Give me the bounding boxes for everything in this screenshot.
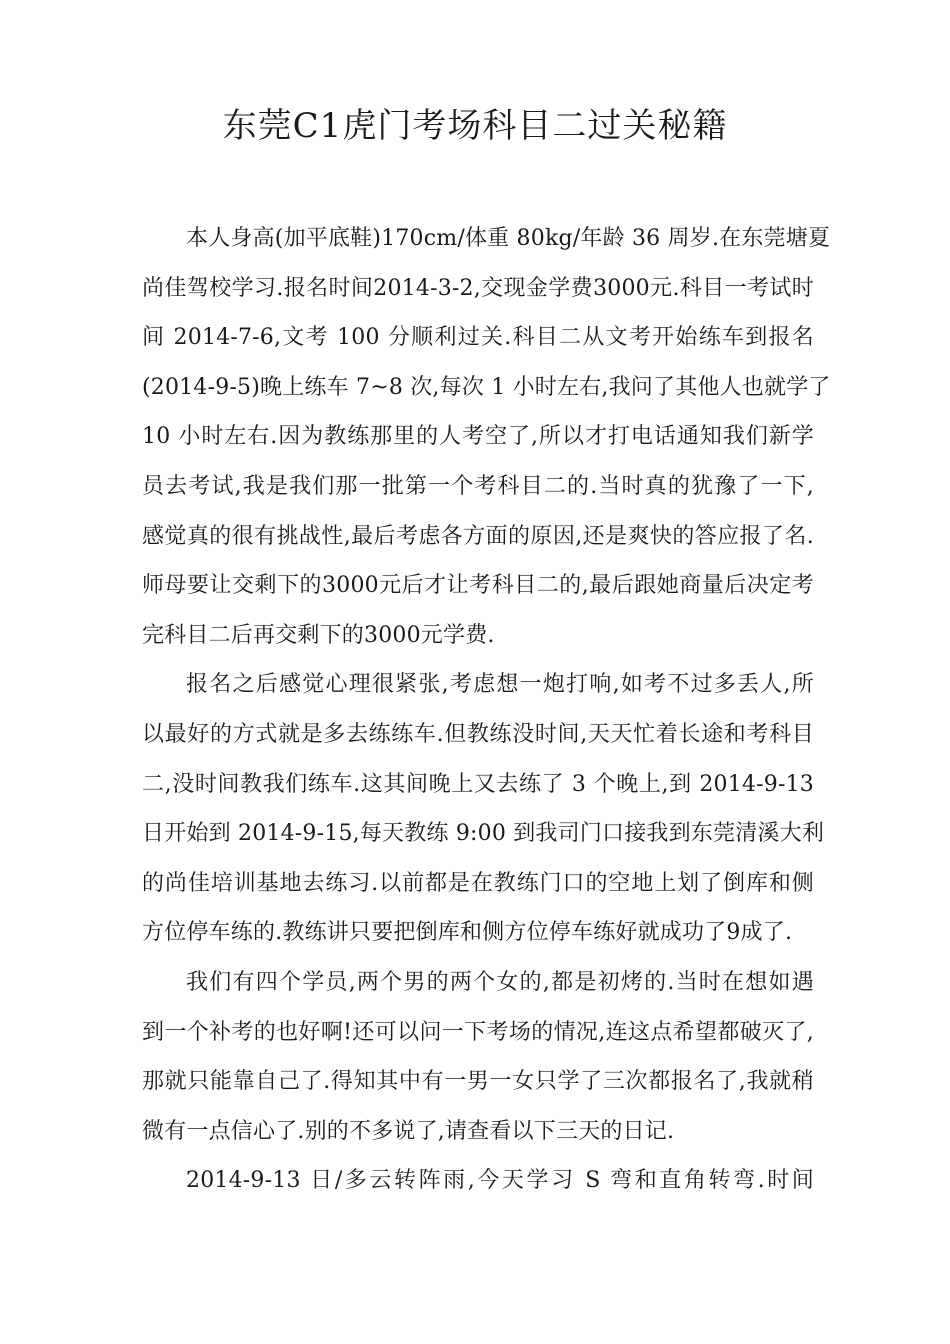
text-line: 我们有四个学员,两个男的两个女的,都是初烤的.当时在想如遇 <box>186 969 814 995</box>
text-line: 那就只能靠自己了.得知其中有一男一女只学了三次都报名了,我就稍 <box>142 1069 814 1095</box>
text-line: 完科目二后再交剩下的3000元学费. <box>142 622 495 648</box>
text-line: 间 2014-7-6,文考 100 分顺利过关.科目二从文考开始练车到报名 <box>142 325 814 351</box>
text-line: 微有一点信心了.别的不多说了,请查看以下三天的日记. <box>142 1118 675 1144</box>
text-line: (2014-9-5)晚上练车 7~8 次,每次 1 小时左右,我问了其他人也就学了 <box>142 374 831 400</box>
page-title: 东莞C1虎门考场科目二过关秘籍 <box>222 106 728 146</box>
text-line: 报名之后感觉心理很紧张,考虑想一炮打响,如考不过多丢人,所 <box>186 672 814 698</box>
text-line: 到一个补考的也好啊!还可以问一下考场的情况,连这点希望都破灭了, <box>142 1019 814 1045</box>
text-line: 员去考试,我是我们那一批第一个考科目二的.当时真的犹豫了一下, <box>142 473 814 499</box>
text-line: 本人身高(加平底鞋)170cm/体重 80kg/年龄 36 周岁.在东莞塘夏 <box>186 226 831 251</box>
text-line: 尚佳驾校学习.报名时间2014-3-2,交现金学费3000元.科目一考试时 <box>142 275 814 301</box>
body-text <box>142 214 831 1206</box>
text-line: 2014-9-13 日/多云转阵雨,今天学习 S 弯和直角转弯.时间 <box>186 1168 814 1194</box>
text-line: 感觉真的很有挑战性,最后考虑各方面的原因,还是爽快的答应报了名. <box>142 523 814 549</box>
text-line: 日开始到 2014-9-15,每天教练 9:00 到我司门口接我到东莞清溪大利 <box>142 821 825 847</box>
text-line: 以最好的方式就是多去练练车.但教练没时间,天天忙着长途和考科目 <box>142 721 814 747</box>
text-line: 二,没时间教我们练车.这其间晚上又去练了 3 个晚上,到 2014-9-13 <box>142 771 814 797</box>
text-line: 10 小时左右.因为教练那里的人考空了,所以才打电话通知我们新学 <box>142 424 814 450</box>
text-line: 的尚佳培训基地去练习.以前都是在教练门口的空地上划了倒库和侧 <box>142 870 814 896</box>
text-line: 方位停车练的.教练讲只要把倒库和侧方位停车练好就成功了9成了. <box>142 920 793 946</box>
text-line: 师母要让交剩下的3000元后才让考科目二的,最后跟她商量后决定考 <box>142 573 814 599</box>
